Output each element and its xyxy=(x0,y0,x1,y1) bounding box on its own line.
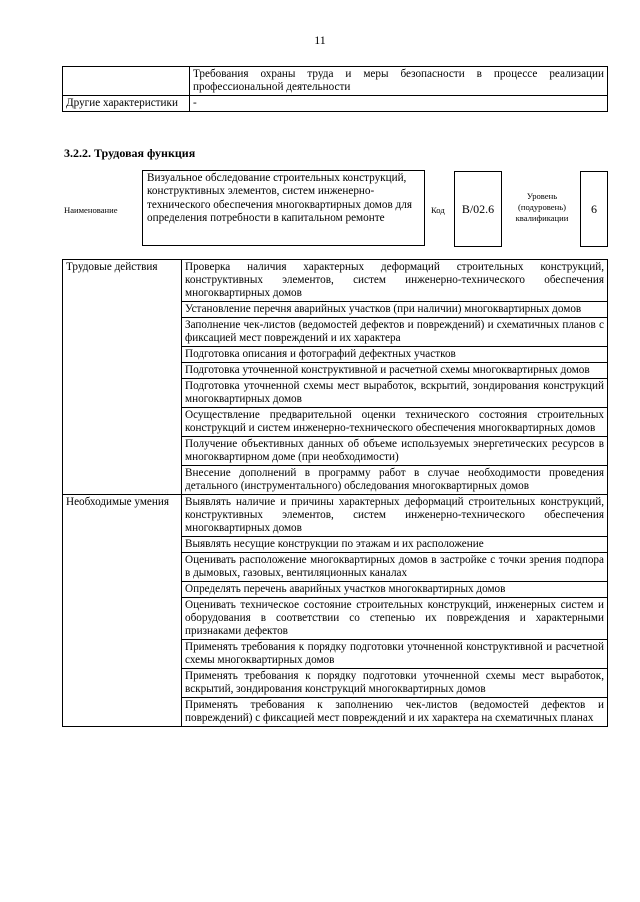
skill-item: Применять требования к порядку подготовки уточненной схемы мест выработок, вскрытий, зондирования конструкций многоквартирных домов xyxy=(182,669,608,698)
labor-action-item: Осуществление предварительной оценки технического состояния строительных конструкций и систем инженерно-технического обеспечения многоквартирных домов xyxy=(182,408,608,437)
row-label-labor-actions: Трудовые действия xyxy=(63,260,182,495)
level-label: Уровень (подуровень) квалификации xyxy=(515,191,569,223)
labor-action-item: Внесение дополнений в программу работ в случае необходимости проведения детального (инструментального) обследования многоквартирных домов xyxy=(182,466,608,495)
level-value-box: 6 xyxy=(580,171,608,247)
code-label: Код xyxy=(431,205,445,215)
skill-item: Применять требования к порядку подготовки уточненной конструктивной и расчетной схемы многоквартирных домов xyxy=(182,640,608,669)
section-title: 3.2.2. Трудовая функция xyxy=(64,146,196,160)
labor-action-item: Получение объективных данных об объеме используемых энергетических ресурсов в многоквартирном доме (при необходимости) xyxy=(182,437,608,466)
table-row xyxy=(63,67,608,96)
skill-item: Оценивать техническое состояние строительных конструкций, инженерных систем и оборудования в соответствии со степенью их повреждения и характерными признаками дефектов xyxy=(182,598,608,640)
row-label-skills: Необходимые умения xyxy=(63,495,182,727)
skill-item: Определять перечень аварийных участков многоквартирных домов xyxy=(182,582,608,598)
page-number: 11 xyxy=(314,33,326,47)
row-label-other-characteristics: Другие характеристики xyxy=(63,96,190,112)
table-cell: - xyxy=(190,96,608,112)
function-name-box: Визуальное обследование строительных конструкций, конструктивных элементов, систем инженерно-технического обеспечения многоквартирных домов для определения потребности в капитальном ремонте xyxy=(142,170,425,246)
labor-action-item: Подготовка уточненной схемы мест выработок, вскрытий, зондирования конструкций многоквартирных домов xyxy=(182,379,608,408)
top-table xyxy=(62,66,608,112)
labor-action-item: Проверка наличия характерных деформаций строительных конструкций, конструктивных элементов, систем инженерно-технического обеспечения многоквартирных домов xyxy=(182,260,608,302)
table-row xyxy=(63,260,608,302)
skill-item: Выявлять наличие и причины характерных деформаций строительных конструкций, конструктивных элементов, систем инженерно-технического обеспечения многоквартирных домов xyxy=(182,495,608,537)
name-label: Наименование xyxy=(64,205,118,215)
skill-item: Выявлять несущие конструкции по этажам и их расположение xyxy=(182,537,608,553)
code-value-box: B/02.6 xyxy=(454,171,502,247)
skill-item: Применять требования к заполнению чек-листов (ведомостей дефектов и повреждений) с фиксацией мест повреждений и их характера на схематичных планах xyxy=(182,698,608,727)
labor-action-item: Подготовка описания и фотографий дефектных участков xyxy=(182,347,608,363)
table-row xyxy=(63,495,608,537)
skill-item: Оценивать расположение многоквартирных домов в застройке с точки зрения подпора в дымовых, газовых, вентиляционных каналах xyxy=(182,553,608,582)
labor-action-item: Установление перечня аварийных участков (при наличии) многоквартирных домов xyxy=(182,302,608,318)
labor-action-item: Заполнение чек-листов (ведомостей дефектов и повреждений) и схематичных планов с фиксацией мест повреждений и их характера xyxy=(182,318,608,347)
labor-action-item: Подготовка уточненной конструктивной и расчетной схемы многоквартирных домов xyxy=(182,363,608,379)
table-cell-empty xyxy=(63,67,190,96)
table-cell: Требования охраны труда и меры безопасности в процессе реализации профессиональной деятельности xyxy=(190,67,608,96)
table-row xyxy=(63,96,608,112)
main-table xyxy=(62,259,608,727)
